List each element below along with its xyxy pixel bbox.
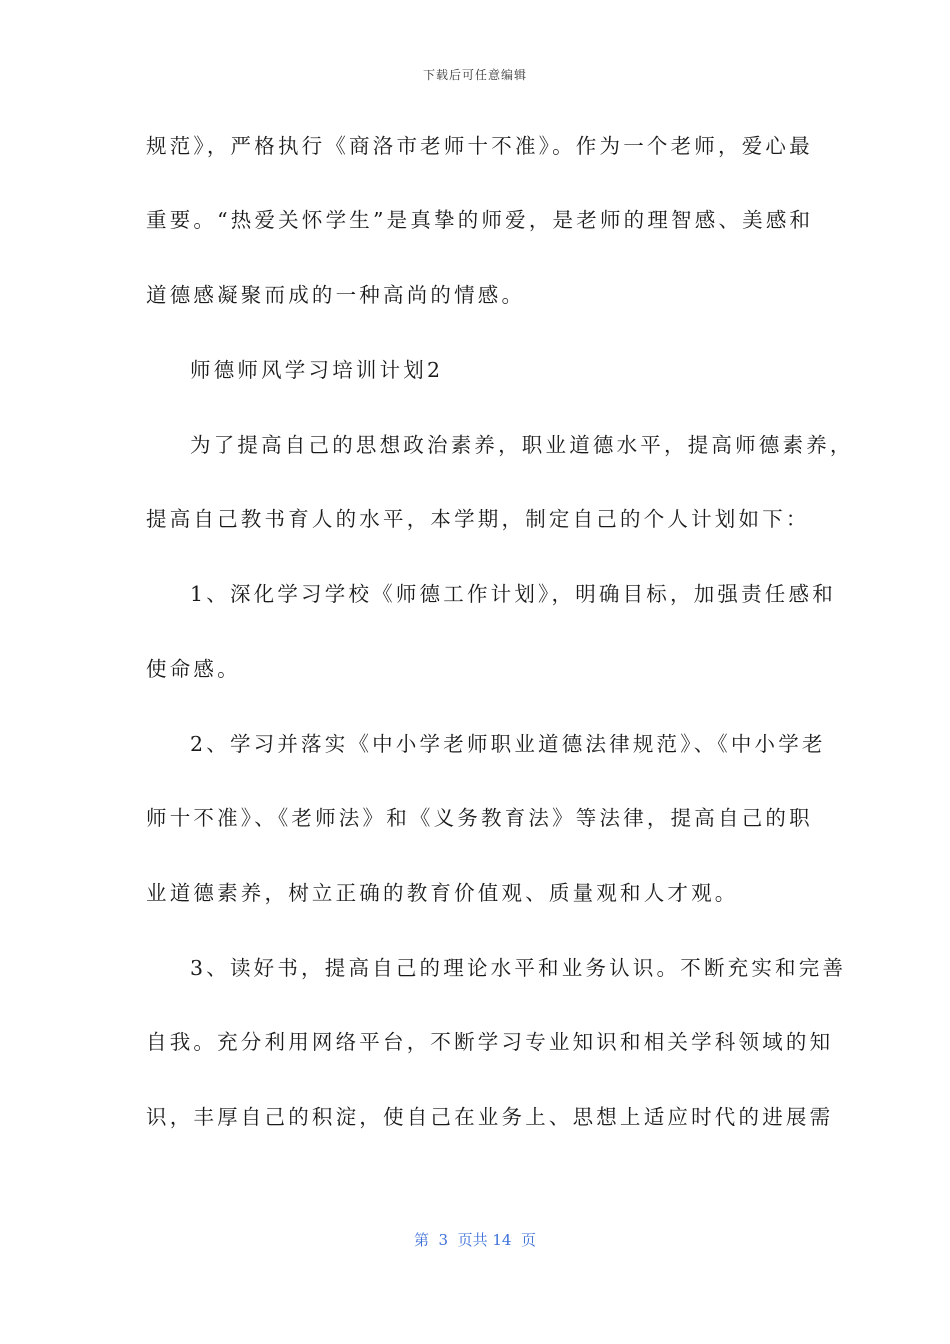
text-line: 为了提高自己的思想政治素养，职业道德水平，提高师德素养， [190, 433, 854, 457]
list-item-1: 1、深化学习学校《师德工作计划》，明确目标，加强责任感和 [190, 582, 836, 606]
text-line: 业道德素养，树立正确的教育价值观、质量观和人才观。 [146, 881, 739, 905]
text-line: 识，丰厚自己的积淀，使自己在业务上、思想上适应时代的进展需 [146, 1105, 834, 1129]
text-line: 师十不准》、《老师法》和《义务教育法》等法律，提高自己的职 [146, 806, 813, 830]
section-title: 师德师风学习培训计划2 [190, 358, 444, 382]
text-line: 道德感凝聚而成的一种高尚的情感。 [146, 283, 526, 307]
list-item-2: 2、学习并落实《中小学老师职业道德法律规范》、《中小学老 [190, 732, 826, 756]
page-header: 下载后可任意编辑 [422, 68, 527, 82]
text-line: 使命感。 [146, 657, 241, 681]
list-item-3: 3、读好书，提高自己的理论水平和业务认识。不断充实和完善 [190, 956, 847, 980]
page-number-footer: 第 3 页共 14 页 [413, 1231, 536, 1249]
text-line: 自我。充分利用网络平台，不断学习专业知识和相关学科领域的知 [146, 1030, 834, 1054]
text-line: 提高自己教书育人的水平，本学期，制定自己的个人计划如下： [146, 507, 810, 531]
text-line: 重要。“热爱关怀学生”是真挚的师爱，是老师的理智感、美感和 [146, 208, 814, 232]
text-line: 规范》，严格执行《商洛市老师十不准》。作为一个老师，爱心最 [146, 134, 813, 158]
